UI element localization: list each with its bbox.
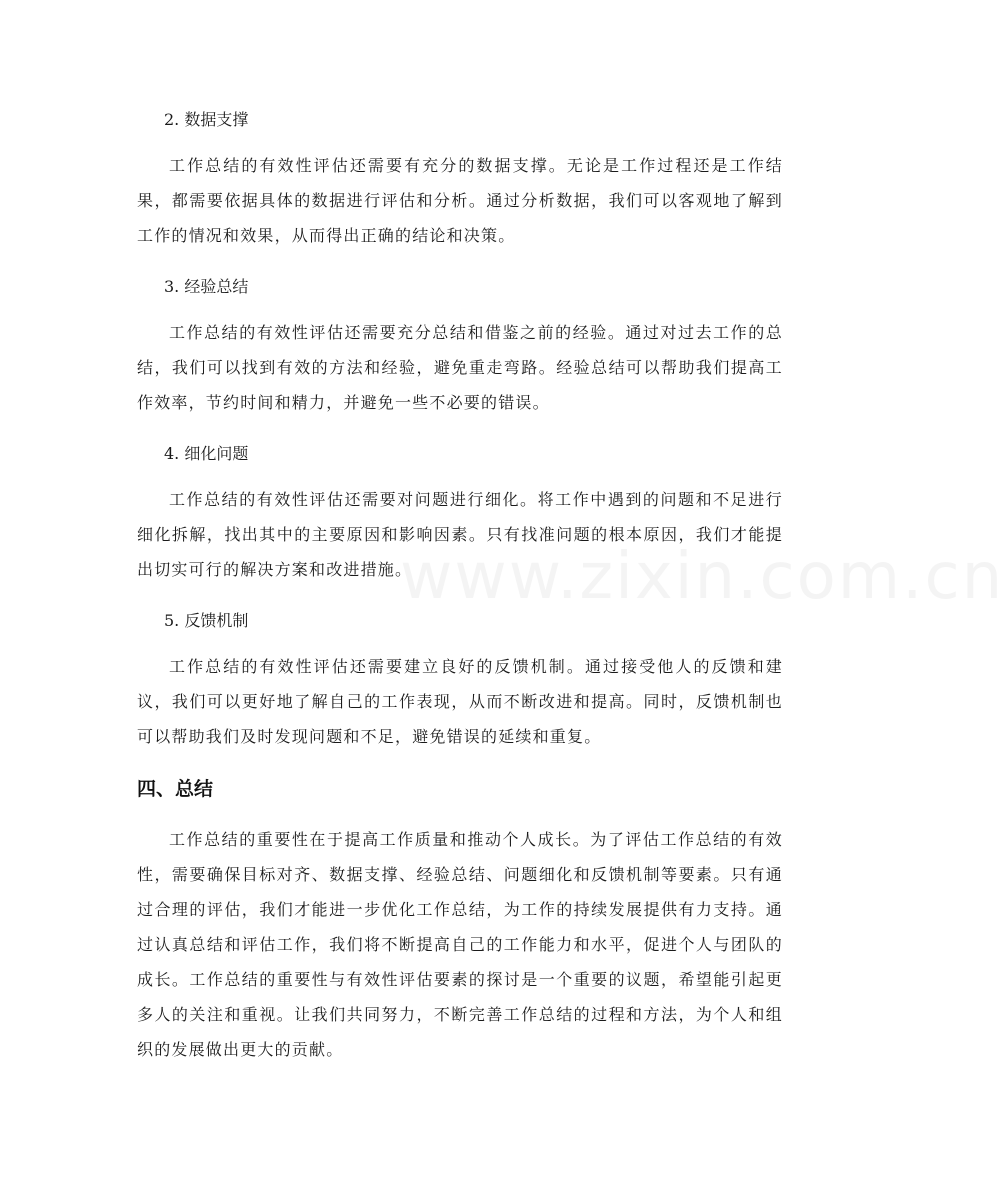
- subheading-experience-summary: 3. 经验总结: [164, 277, 249, 296]
- paragraph-feedback-mechanism: 工作总结的有效性评估还需要建立良好的反馈机制。通过接受他人的反馈和建议，我们可以更好地了解自己的工作表现，从而不断改进和提高。同时，反馈机制也可以帮助我们及时发现问题和不足，避免错误的延续和重复。: [137, 657, 783, 746]
- paragraph-refine-problems: 工作总结的有效性评估还需要对问题进行细化。将工作中遇到的问题和不足进行细化拆解，找出其中的主要原因和影响因素。只有找准问题的根本原因，我们才能提出切实可行的解决方案和改进措施。: [137, 490, 783, 579]
- section-title-summary: 四、总结: [137, 778, 214, 800]
- paragraph-experience-summary: 工作总结的有效性评估还需要充分总结和借鉴之前的经验。通过对过去工作的总结，我们可以找到有效的方法和经验，避免重走弯路。经验总结可以帮助我们提高工作效率，节约时间和精力，并避免一些不必要的错误。: [137, 323, 783, 412]
- subheading-data-support: 2. 数据支撑: [164, 110, 249, 129]
- paragraph-summary: 工作总结的重要性在于提高工作质量和推动个人成长。为了评估工作总结的有效性，需要确保目标对齐、数据支撑、经验总结、问题细化和反馈机制等要素。只有通过合理的评估，我们才能进一步优化工作总结，为工作的持续发展提供有力支持。通过认真总结和评估工作，我们将不断提高自己的工作能力和水平，促进个人与团队的成长。工作总结的重要性与有效性评估要素的探讨是一个重要的议题，希望能引起更多人的关注和重视。让我们共同努力，不断完善工作总结的过程和方法，为个人和组织的发展做出更大的贡献。: [137, 830, 783, 1059]
- subheading-refine-problems: 4. 细化问题: [164, 444, 249, 463]
- document-body: [137, 104, 783, 1085]
- watermark: www.zixin.com.cn: [400, 540, 1004, 614]
- subheading-feedback-mechanism: 5. 反馈机制: [164, 611, 249, 630]
- paragraph-data-support: 工作总结的有效性评估还需要有充分的数据支撑。无论是工作过程还是工作结果，都需要依据具体的数据进行评估和分析。通过分析数据，我们可以客观地了解到工作的情况和效果，从而得出正确的结论和决策。: [137, 156, 783, 245]
